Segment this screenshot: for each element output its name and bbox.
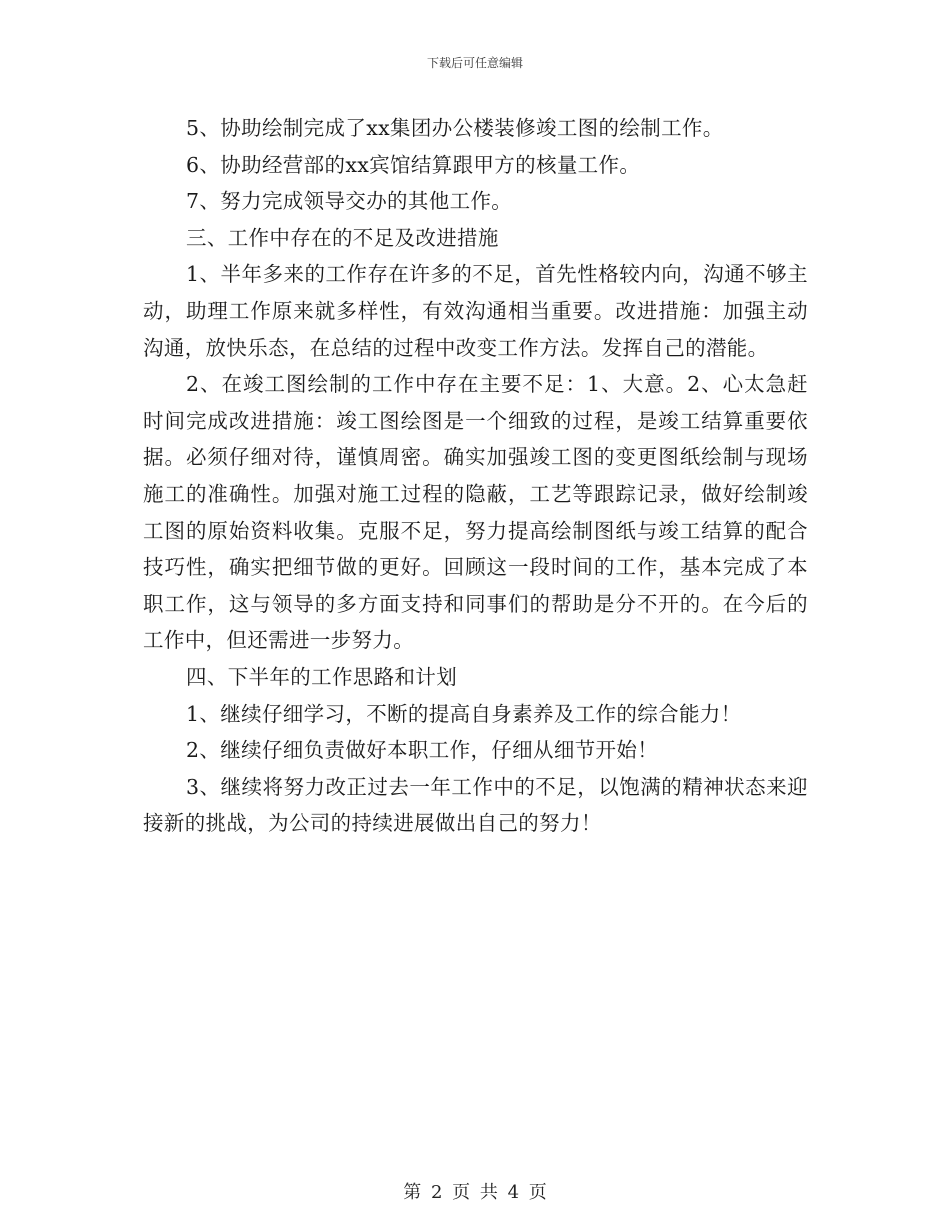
section-heading-plan: 四、下半年的工作思路和计划 <box>186 664 458 689</box>
paragraph-shortcoming-2: 2、在竣工图绘制的工作中存在主要不足：1、大意。2、心太急赶时间完成改进措施：竣工图绘图是一个细致的过程，是竣工结算重要依据。必须仔细对待，谨慎周密。确实加强竣工图的变更图纸绘制与现场施工的准确性。加强对施工过程的隐蔽，工艺等跟踪记录，做好绘制竣工图的原始资料收集。克服不足，努力提高绘制图纸与竣工结算的配合技巧性，确实把细节做的更好。回顾这一段时间的工作，基本完成了本职工作，这与领导的多方面支持和同事们的帮助是分不开的。在今后的工作中，但还需进一步努力。 <box>143 372 808 653</box>
document-body <box>143 110 808 842</box>
section-heading-shortcomings: 三、工作中存在的不足及改进措施 <box>186 225 499 250</box>
page-number-footer: 第 2 页 共 4 页 <box>403 1182 547 1203</box>
paragraph-item-7: 7、努力完成领导交办的其他工作。 <box>186 189 513 214</box>
paragraph-item-5: 5、协助绘制完成了xx集团办公楼装修竣工图的绘制工作。 <box>186 116 724 140</box>
page-header: 下载后可任意编辑 <box>426 56 523 70</box>
paragraph-plan-3: 3、继续将努力改正过去一年工作中的不足，以饱满的精神状态来迎接新的挑战，为公司的持续进展做出自己的努力！ <box>143 774 808 836</box>
paragraph-plan-1: 1、继续仔细学习，不断的提高自身素养及工作的综合能力！ <box>186 701 742 726</box>
paragraph-item-6: 6、协助经营部的xx宾馆结算跟甲方的核量工作。 <box>186 152 641 177</box>
paragraph-plan-2: 2、继续仔细负责做好本职工作，仔细从细节开始！ <box>186 738 659 763</box>
paragraph-shortcoming-1: 1、半年多来的工作存在许多的不足，首先性格较内向，沟通不够主动，助理工作原来就多样性，有效沟通相当重要。改进措施：加强主动沟通，放快乐态，在总结的过程中改变工作方法。发挥自己的潜能。 <box>143 262 808 360</box>
